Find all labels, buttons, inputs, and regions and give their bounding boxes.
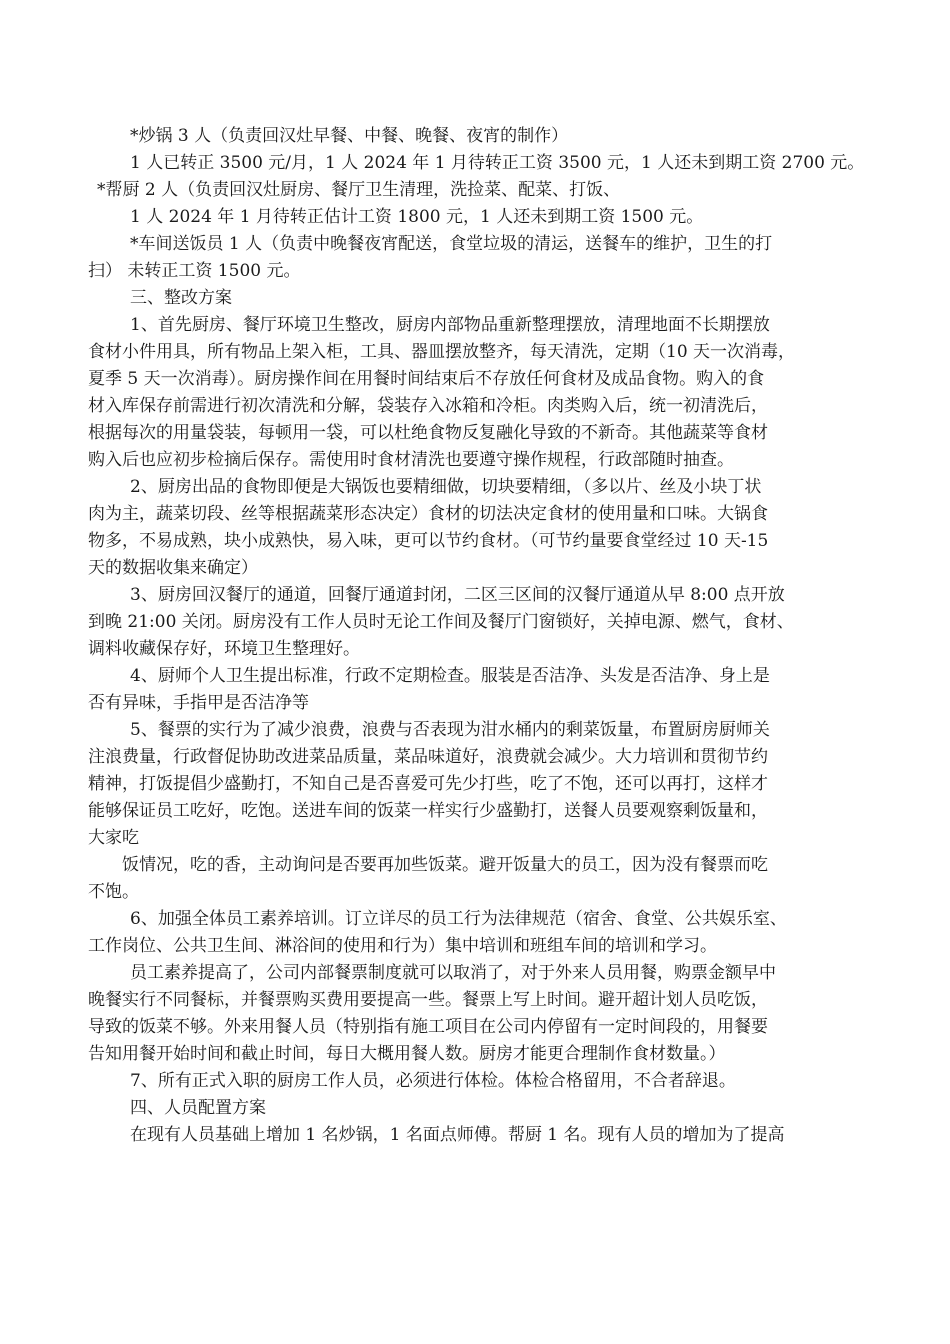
text-line: 员工素养提高了，公司内部餐票制度就可以取消了，对于外来人员用餐，购票金额早中 <box>130 963 776 983</box>
text-line: 不饱。 <box>88 882 139 902</box>
text-line: 晚餐实行不同餐标，并餐票购买费用要提高一些。餐票上写上时间。避开超计划人员吃饭， <box>88 990 768 1010</box>
text-line: *车间送饭员 1 人（负责中晚餐夜宵配送，食堂垃圾的清运，送餐车的维护，卫生的打 <box>130 234 773 254</box>
text-line: *炒锅 3 人（负责回汉灶早餐、中餐、晚餐、夜宵的制作） <box>130 126 569 146</box>
text-line: 1 人已转正 3500 元/月，1 人 2024 年 1 月待转正工资 3500 元，1 人还未到期工资 2700 元。 <box>130 153 865 173</box>
text-line: 物多，不易成熟，块小成熟快，易入味，更可以节约食材。（可节约量要食堂经过 10 天-15 <box>88 531 769 551</box>
text-line: 扫） 未转正工资 1500 元。 <box>88 261 301 281</box>
text-line: 1、首先厨房、餐厅环境卫生整改，厨房内部物品重新整理摆放，清理地面不长期摆放 <box>130 315 770 335</box>
section-heading: 三、整改方案 <box>130 288 232 308</box>
text-line: 2、厨房出品的食物即便是大锅饭也要精细做，切块要精细，（多以片、丝及小块丁状 <box>130 477 762 497</box>
text-line: 调料收藏保存好，环境卫生整理好。 <box>88 639 360 659</box>
text-line: 材入库保存前需进行初次清洗和分解，袋装存入冰箱和冷柜。肉类购入后，统一初清洗后， <box>88 396 768 416</box>
text-line: 导致的饭菜不够。外来用餐人员（特别指有施工项目在公司内停留有一定时间段的，用餐要 <box>88 1017 768 1037</box>
text-line: 购入后也应初步检摘后保存。需使用时食材清洗也要遵守操作规程，行政部随时抽查。 <box>88 450 734 470</box>
text-line: 告知用餐开始时间和截止时间，每日大概用餐人数。厨房才能更合理制作食材数量。） <box>88 1044 726 1064</box>
text-line: 大家吃 <box>88 828 139 848</box>
text-line: 能够保证员工吃好，吃饱。送进车间的饭菜一样实行少盛勤打，送餐人员要观察剩饭量和， <box>88 801 768 821</box>
text-line: 天的数据收集来确定） <box>88 558 258 578</box>
text-line: 工作岗位、公共卫生间、淋浴间的使用和行为）集中培训和班组车间的培训和学习。 <box>88 936 717 956</box>
text-line: 在现有人员基础上增加 1 名炒锅，1 名面点师傅。帮厨 1 名。现有人员的增加为了提高 <box>130 1125 785 1145</box>
text-line: 精神，打饭提倡少盛勤打，不知自己是否喜爱可先少打些，吃了不饱，还可以再打，这样才 <box>88 774 768 794</box>
text-line: 6、加强全体员工素养培训。订立详尽的员工行为法律规范（宿舍、食堂、公共娱乐室、 <box>130 909 787 929</box>
text-line: 3、厨房回汉餐厅的通道，回餐厅通道封闭，二区三区间的汉餐厅通道从早 8:00 点开放 <box>130 585 785 605</box>
text-line: 7、所有正式入职的厨房工作人员，必须进行体检。体检合格留用，不合者辞退。 <box>130 1071 736 1091</box>
text-line: 否有异味，手指甲是否洁净等 <box>88 693 309 713</box>
text-line: 注浪费量，行政督促协助改进菜品质量，菜品味道好，浪费就会减少。大力培训和贯彻节约 <box>88 747 768 767</box>
text-line: 4、厨师个人卫生提出标准，行政不定期检查。服装是否洁净、头发是否洁净、身上是 <box>130 666 770 686</box>
text-line: 到晚 21:00 关闭。厨房没有工作人员时无论工作间及餐厅门窗锁好，关掉电源、燃气，食材、 <box>88 612 794 632</box>
text-line: 根据每次的用量袋装，每顿用一袋，可以杜绝食物反复融化导致的不新奇。其他蔬菜等食材 <box>88 423 768 443</box>
text-line: 1 人 2024 年 1 月待转正估计工资 1800 元，1 人还未到期工资 1500 元。 <box>130 207 704 227</box>
text-line: *帮厨 2 人（负责回汉灶厨房、餐厅卫生清理，洗捡菜、配菜、打饭、 <box>97 180 621 200</box>
text-line: 饭情况，吃的香，主动询问是否要再加些饭菜。避开饭量大的员工，因为没有餐票而吃 <box>122 855 768 875</box>
text-line: 食材小件用具，所有物品上架入柜，工具、器皿摆放整齐，每天清洗，定期（10 天一次消毒， <box>88 342 796 362</box>
text-line: 夏季 5 天一次消毒）。厨房操作间在用餐时间结束后不存放任何食材及成品食物。购入的食 <box>88 369 765 389</box>
text-line: 5、餐票的实行为了减少浪费，浪费与否表现为泔水桶内的剩菜饭量，布置厨房厨师关 <box>130 720 770 740</box>
text-line: 肉为主，蔬菜切段、丝等根据蔬菜形态决定）食材的切法决定食材的使用量和口味。大锅食 <box>88 504 768 524</box>
section-heading: 四、人员配置方案 <box>130 1098 266 1118</box>
